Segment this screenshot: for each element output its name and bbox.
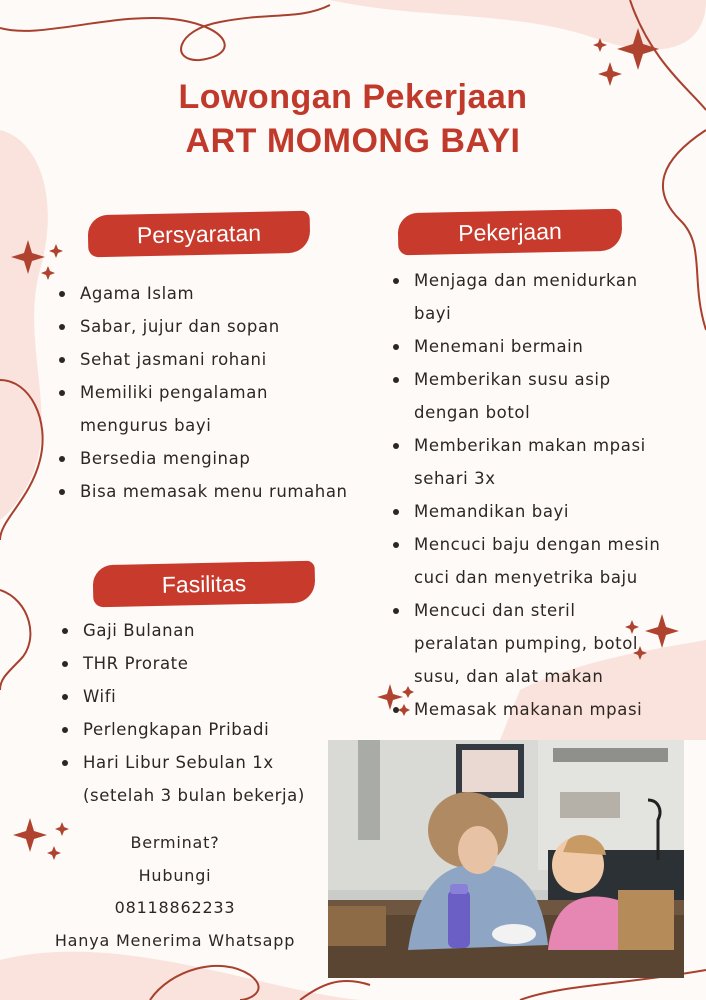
list-item-continuation: bayi bbox=[414, 304, 452, 323]
list-item: THR Prorate bbox=[58, 647, 338, 680]
list-item-text: Memberikan susu asip bbox=[414, 370, 611, 389]
list-item-continuation: sehari 3x bbox=[414, 469, 496, 488]
line-left-loop bbox=[0, 590, 30, 690]
list-item: Sehat jasmani rohani bbox=[55, 343, 355, 376]
list-item-text: Memiliki pengalaman bbox=[80, 383, 269, 402]
jobs-list bbox=[389, 264, 699, 726]
list-item-text: Mencuci baju dengan mesin bbox=[414, 535, 661, 554]
page-subtitle: ART MOMONG BAYI bbox=[185, 122, 521, 160]
list-item bbox=[389, 429, 699, 495]
list-item bbox=[389, 594, 699, 693]
list-item: Agama Islam bbox=[55, 277, 355, 310]
photo-mother-feeding-baby bbox=[328, 740, 684, 978]
list-item: Sabar, jujur dan sopan bbox=[55, 310, 355, 343]
list-item: Menemani bermain bbox=[389, 330, 699, 363]
list-item: Wifi bbox=[58, 680, 338, 713]
contact-note: Hanya Menerima Whatsapp bbox=[54, 930, 296, 950]
list-item-continuation: susu, dan alat makan bbox=[414, 667, 604, 686]
list-item: Memasak makanan mpasi bbox=[389, 693, 699, 726]
list-item: Bisa memasak menu rumahan bbox=[55, 475, 355, 508]
list-item bbox=[389, 363, 699, 429]
list-item-continuation: (setelah 3 bulan bekerja) bbox=[83, 786, 305, 805]
list-item: Gaji Bulanan bbox=[58, 614, 338, 647]
list-item bbox=[389, 264, 699, 330]
list-item-continuation: mengurus bayi bbox=[80, 416, 212, 435]
list-item: Memandikan bayi bbox=[389, 495, 699, 528]
list-item-text: Memberikan makan mpasi bbox=[414, 436, 646, 455]
line-top-left bbox=[0, 5, 330, 60]
page-title: Lowongan Pekerjaan bbox=[178, 78, 528, 116]
list-item-continuation: peralatan pumping, botol bbox=[414, 634, 639, 653]
list-item-continuation: cuci dan menyetrika baju bbox=[414, 568, 638, 587]
facilities-heading: Fasilitas bbox=[93, 561, 316, 608]
blob-left bbox=[0, 130, 48, 520]
list-item bbox=[389, 528, 699, 594]
contact-phone: 08118862233 bbox=[114, 898, 236, 917]
list-item: Perlengkapan Pribadi bbox=[58, 713, 338, 746]
list-item-text: Hari Libur Sebulan 1x bbox=[83, 753, 274, 772]
requirements-heading: Persyaratan bbox=[88, 211, 311, 258]
contact-block bbox=[40, 827, 310, 957]
list-item bbox=[58, 746, 338, 812]
requirements-list bbox=[55, 277, 355, 508]
list-item: Bersedia menginap bbox=[55, 442, 355, 475]
list-item-text: Mencuci dan steril bbox=[414, 601, 576, 620]
contact-prompt: Berminat? bbox=[130, 833, 220, 852]
jobs-heading: Pekerjaan bbox=[398, 209, 623, 256]
list-item-continuation: dengan botol bbox=[414, 403, 531, 422]
list-item bbox=[55, 376, 355, 442]
facilities-list bbox=[58, 614, 338, 812]
contact-label: Hubungi bbox=[138, 865, 212, 885]
list-item-text: Menjaga dan menidurkan bbox=[414, 271, 638, 290]
